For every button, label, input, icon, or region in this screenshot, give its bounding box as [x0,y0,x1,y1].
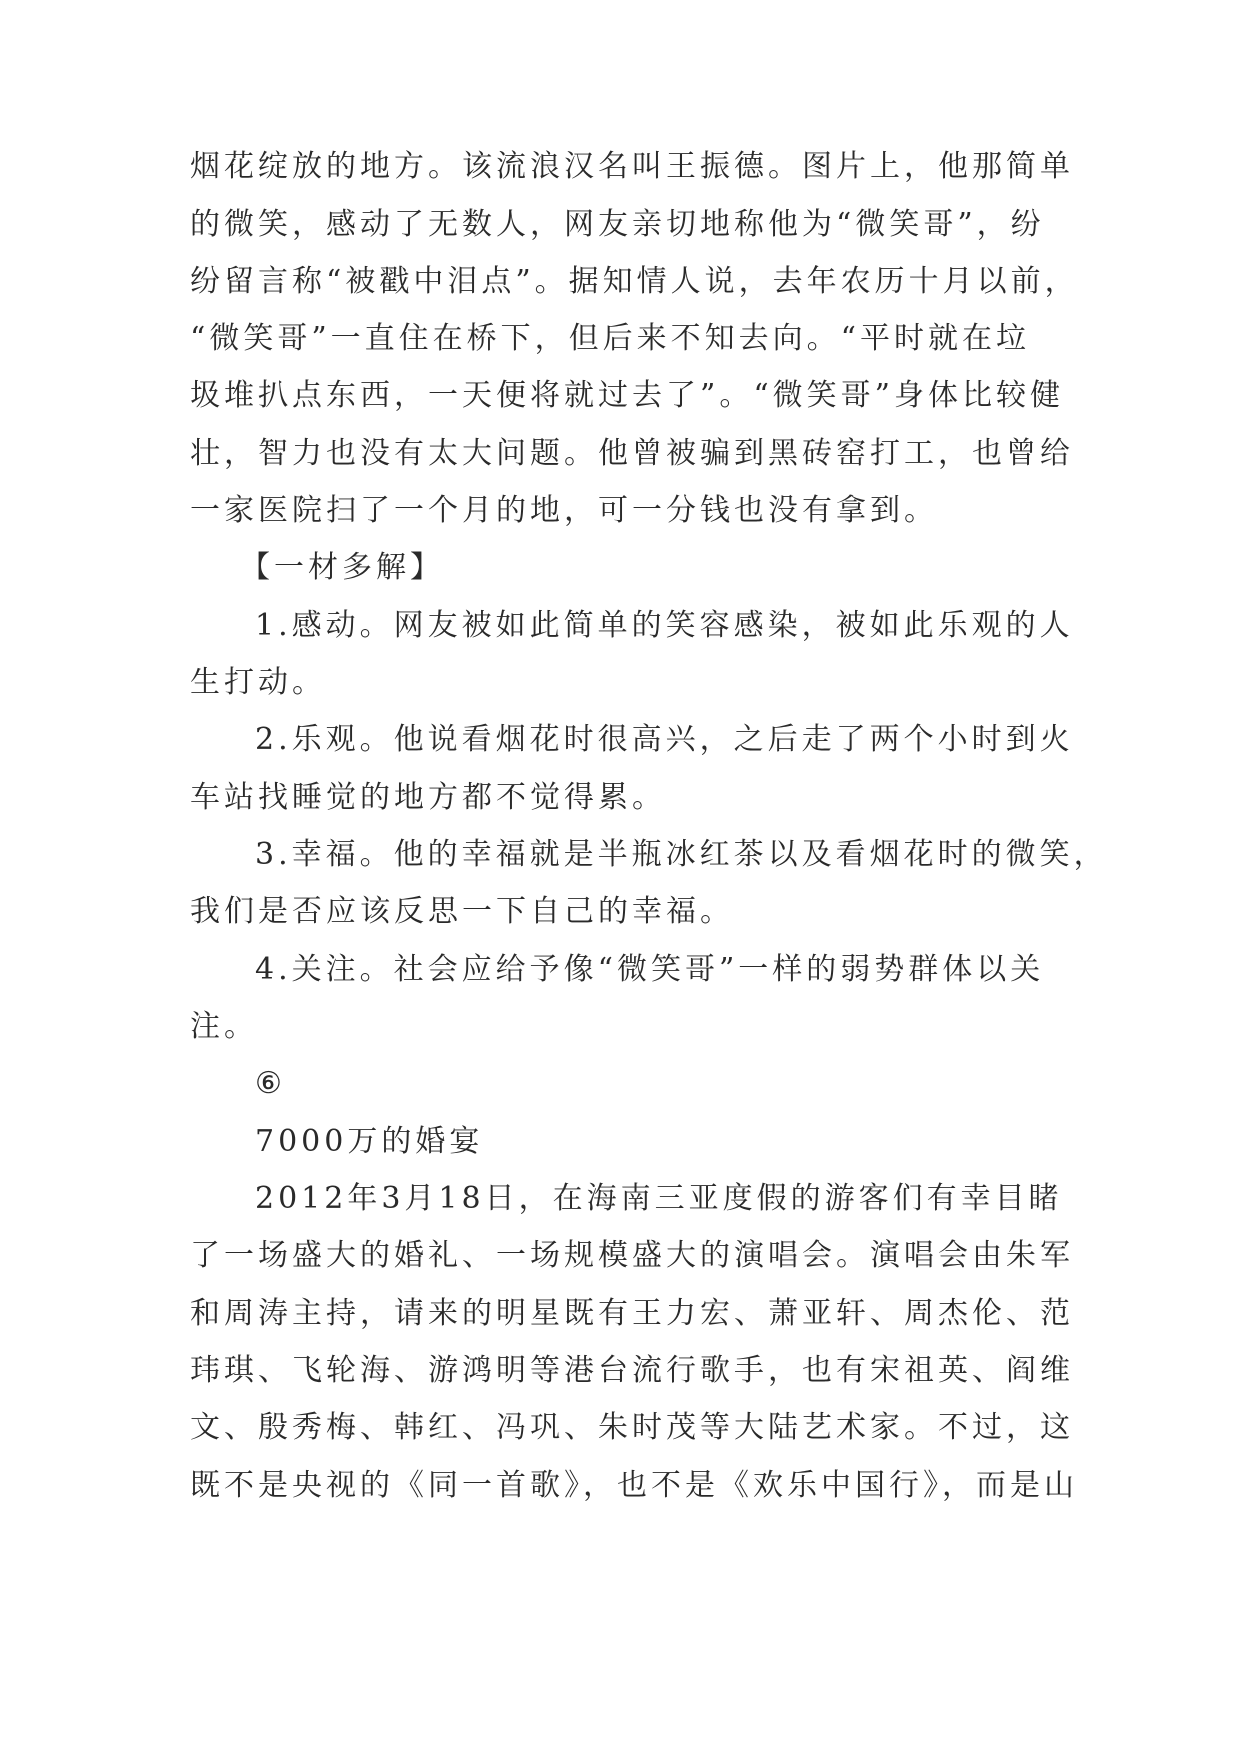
text-line: 注。 [190,1009,258,1044]
text-line: 烟花绽放的地方。该流浪汉名叫王振德。图片上，他那简单 [190,149,1074,184]
section-heading: 【一材多解】 [240,550,444,585]
text-line: 生打动。 [190,665,326,700]
section-number: ⑥ [255,1066,286,1101]
text-line: 2012年3月18日，在海南三亚度假的游客们有幸目睹 [255,1181,1063,1216]
text-line: 3.幸福。他的幸福就是半瓶冰红茶以及看烟花时的微笑， [255,837,1108,872]
text-line: “微笑哥”一直住在桥下，但后来不知去向。“平时就在垃 [190,321,1031,356]
text-line: 和周涛主持，请来的明星既有王力宏、萧亚轩、周杰伦、范 [190,1296,1074,1331]
text-line: 既不是央视的《同一首歌》，也不是《欢乐中国行》，而是山 [190,1468,1078,1503]
text-line: 了一场盛大的婚礼、一场规模盛大的演唱会。演唱会由朱军 [190,1238,1074,1273]
text-line: 4.关注。社会应给予像“微笑哥”一样的弱势群体以关 [255,952,1045,987]
text-line: 壮，智力也没有太大问题。他曾被骗到黑砖窑打工，也曾给 [190,436,1074,471]
text-line: 圾堆扒点东西，一天便将就过去了”。“微笑哥”身体比较健 [190,378,1065,413]
text-line: 文、殷秀梅、韩红、冯巩、朱时茂等大陆艺术家。不过，这 [190,1410,1074,1445]
text-line: 我们是否应该反思一下自己的幸福。 [190,894,734,929]
text-line: 车站找睡觉的地方都不觉得累。 [190,780,666,815]
text-line: 1.感动。网友被如此简单的笑容感染，被如此乐观的人 [255,608,1074,643]
text-line: 一家医院扫了一个月的地，可一分钱也没有拿到。 [190,493,938,528]
text-line: 纷留言称“被戳中泪点”。据知情人说，去年农历十月以前， [190,264,1079,299]
text-line: 的微笑，感动了无数人，网友亲切地称他为“微笑哥”，纷 [190,207,1045,242]
text-line: 玮琪、飞轮海、游鸿明等港台流行歌手，也有宋祖英、阎维 [190,1353,1074,1388]
section-title: 7000万的婚宴 [255,1124,484,1159]
text-line: 2.乐观。他说看烟花时很高兴，之后走了两个小时到火 [255,722,1074,757]
